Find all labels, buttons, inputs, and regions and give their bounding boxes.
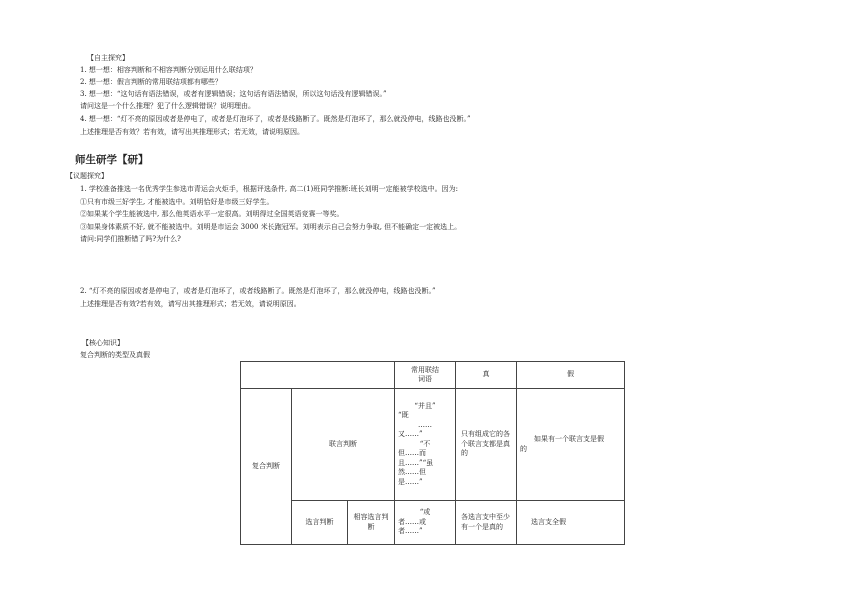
disj-word-2: 者……或 [398,517,427,526]
topic-paragraph-1: 1. 学校准备推选一名优秀学生参选市青运会火炬手，根据评选条件, 高二(1)班同学推断:班长刘明一定能被学校选中。因为: [80,185,458,193]
header-empty-cell [241,362,395,389]
table-caption: 复合判断的类型及真假 [80,351,150,359]
conj-word-4: 又……” [398,430,423,439]
cell-disjunctive-false: 选言支全假 [517,501,625,545]
topic-paragraph-2: 2. “灯不亮的原因或者是停电了，或者是灯泡坏了，或者线路断了。既然是灯泡坏了，那么就没停电，线路也没断。” [80,287,436,295]
topic-condition-1: ①只有市级三好学生, 才能被选中。刘明恰好是市级三好学生。 [80,198,274,206]
conj-word-8: 然……但 [398,468,427,477]
topic-condition-3: ③如果身体素质不好, 就不能被选中。刘明是市运会 3000 米长跑冠军。刘明表示自己会努力争取, 但不能确定一定被选上。 [80,223,462,231]
conj-word-3: …… [418,420,433,429]
conj-word-9: 是……” [398,477,423,486]
cell-disjunctive-words [395,501,456,545]
section-title-self-inquiry: 【自主探究】 [87,54,129,62]
question-4-followup: 上述推理是否有效？若有效，请写出其推理形式；若无效，请说明原因。 [80,128,304,136]
section-heading-research: 师生研学【研】 [75,154,149,166]
cell-compound-judgment: 复合判断 [241,389,292,545]
cell-disjunctive-judgment: 选言判断 [292,501,348,545]
compound-judgment-table [240,361,625,545]
table-row-conjunctive [241,389,625,501]
header-false: 假 [517,362,625,389]
conj-false-line1: 如果有一个联言支是假 [534,435,605,443]
cell-conjunctive-false [517,389,625,501]
header-common-words [395,362,456,389]
cell-conjunctive-judgment: 联言判断 [292,389,395,501]
conj-word-7: 且……”“虽 [398,458,434,467]
header-true: 真 [456,362,517,389]
section-title-core-knowledge: 【核心知识】 [82,339,124,347]
cell-conjunctive-true: 只有组成它的各个联言支都是真的 [456,389,517,501]
table-row-disjunctive [241,501,625,545]
conj-false-line2: 的 [520,444,528,453]
conj-word-5: “不 [419,439,431,448]
disj-word-3: 者……” [398,527,423,536]
question-2: 2. 想一想：假言判断的常用联结项都有哪些？ [80,78,222,86]
question-3-followup: 请问这是一个什么推理？犯了什么逻辑错误？说明理由。 [80,102,255,110]
conj-word-6: 但……而 [398,449,427,458]
question-3: 3. 想一想：“这句话有语法错误，或者有逻辑错误；这句话有语法错误，所以这句话没有逻辑错误。” [80,90,387,98]
table-header-row [241,362,625,389]
cell-conjunctive-words [395,389,456,501]
conj-word-2: “既 [398,411,409,420]
topic-paragraph-2-followup: 上述推理是否有效?若有效，请写出其推理形式；若无效，请说明原因。 [80,300,301,308]
topic-condition-2: ②如果某个学生能被选中, 那么他英语水平一定很高。刘明得过全国英语竞赛一等奖。 [80,210,344,218]
topic-question: 请问:同学们推断错了吗?为什么? [80,235,181,243]
disj-word-1: “或 [419,508,431,517]
cell-disjunctive-true: 各选言支中至少有一个是真的 [456,501,517,545]
cell-compatible-disjunctive: 相容选言判断 [348,501,395,545]
question-1: 1. 想一想：相容判断和不相容判断分别运用什么联结项？ [80,66,257,74]
header-common-words-line2: 词语 [418,375,433,383]
conj-word-1: “并且” [414,401,436,410]
question-4: 4. 想一想：“灯不亮的原因或者是停电了，或者是灯泡坏了，或者是线路断了。既然是灯泡坏了，那么就没停电，线路也没断。” [80,115,471,123]
header-common-words-line1: 常用联结 [411,365,440,374]
section-subtitle-topic-inquiry: 【议题探究】 [66,172,108,180]
